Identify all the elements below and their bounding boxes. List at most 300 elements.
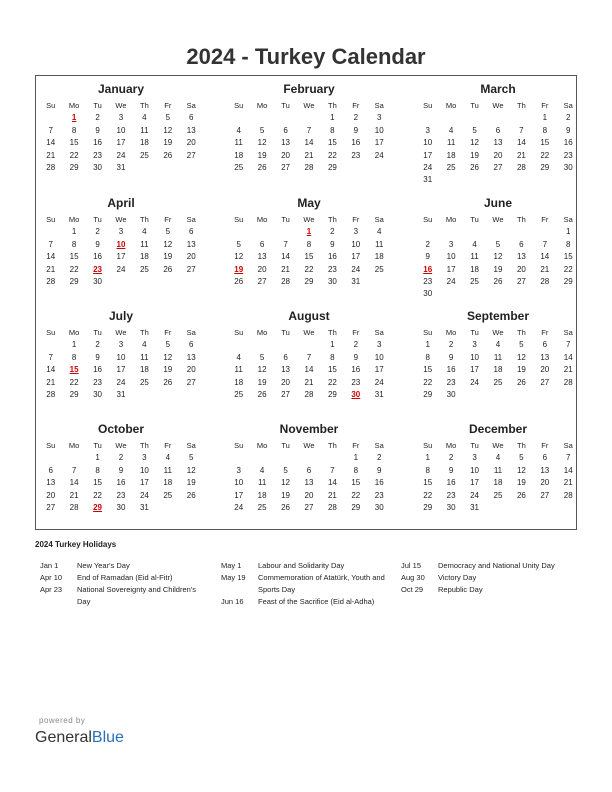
day-cell: 14 [281,252,290,262]
day-cell: 1 [425,340,430,350]
day-cell: 20 [186,365,196,375]
month-grid [39,327,203,401]
day-cell: 14 [540,252,550,262]
weekday-label: Sa [374,328,384,337]
day-cell: 31 [374,389,384,399]
day-cell: 17 [116,365,126,375]
holiday-item [40,560,210,572]
month-name: January [97,82,145,96]
day-cell: 29 [327,389,337,399]
weekday-label: Fr [164,101,172,110]
day-cell: 12 [186,465,196,475]
day-cell: 9 [353,352,359,362]
day-cell: 4 [142,340,147,350]
day-cell: 3 [236,465,241,475]
day-cell: 16 [116,478,126,488]
day-cell: 13 [493,138,503,148]
holiday-item [401,572,577,584]
day-cell: 14 [516,138,526,148]
day-cell: 12 [163,352,173,362]
empty-cell [39,112,62,124]
day-cell: 11 [163,465,172,475]
day-cell: 3 [425,125,430,135]
day-cell: 29 [540,162,550,172]
weekday-label: Mo [445,441,457,450]
day-cell: 10 [374,352,384,362]
weekday-label: Th [140,101,149,110]
day-cell: 27 [540,377,550,387]
day-cell: 30 [116,502,126,512]
day-cell: 22 [304,264,314,274]
month-grid [227,100,391,174]
weekday-label: Tu [93,441,102,450]
weekday-label: Mo [256,328,268,337]
day-cell: 14 [304,365,314,375]
empty-cell [250,226,273,238]
day-cell: 15 [563,252,573,262]
weekday-label: Tu [281,101,290,110]
day-cell: 26 [516,377,526,387]
day-cell: 17 [374,365,384,375]
day-cell: 24 [470,490,479,500]
weekday-label: Th [517,101,526,110]
day-cell: 15 [327,138,337,148]
empty-cell [510,226,533,238]
day-cell: 2 [95,340,100,350]
weekday-label: We [303,441,315,450]
weekday-label: We [115,441,127,450]
day-cell: 24 [446,276,456,286]
day-cell: 23 [351,377,361,387]
holiday-day: 30 [351,389,361,399]
empty-cell [274,226,297,238]
day-cell: 31 [423,175,433,185]
month-grid [416,327,580,401]
day-cell: 14 [46,138,56,148]
day-cell: 25 [446,162,456,172]
day-cell: 9 [95,352,100,362]
day-cell: 21 [563,365,573,375]
month-may [227,195,391,288]
day-cell: 4 [377,227,382,237]
day-cell: 23 [351,150,361,160]
weekday-label: Tu [281,215,290,224]
day-cell: 28 [69,502,79,512]
holiday-date: Jul 15 [401,561,422,570]
day-cell: 29 [351,502,361,512]
day-cell: 13 [186,352,196,362]
day-cell: 18 [139,252,149,262]
day-cell: 13 [516,252,526,262]
day-cell: 19 [257,377,267,387]
day-cell: 25 [139,377,149,387]
day-cell: 25 [470,276,479,286]
day-cell: 12 [257,365,267,375]
day-cell: 30 [93,389,102,399]
day-cell: 7 [566,340,571,350]
weekday-label: We [303,101,315,110]
day-cell: 24 [423,162,433,172]
day-cell: 14 [563,352,573,362]
day-cell: 4 [236,352,241,362]
holiday-name: Commemoration of Atatürk, Youth and Sports Day [258,573,385,594]
day-cell: 6 [283,352,288,362]
weekday-label: We [115,215,127,224]
day-cell: 12 [234,252,244,262]
empty-cell [274,339,297,351]
day-cell: 26 [516,490,526,500]
weekday-label: Tu [470,101,479,110]
holiday-day: 16 [423,264,433,274]
day-cell: 26 [257,162,267,172]
month-name: November [279,422,339,436]
brand-logo [35,729,124,747]
day-cell: 2 [353,113,359,123]
day-cell: 13 [46,478,56,488]
day-cell: 2 [95,227,100,237]
day-cell: 10 [423,138,433,148]
day-cell: 13 [304,478,314,488]
weekday-label: Mo [256,101,268,110]
holiday-day: 1 [71,113,77,123]
day-cell: 5 [283,465,288,475]
day-cell: 20 [281,150,290,160]
holiday-item [221,572,391,596]
holiday-name: New Year's Day [77,561,130,570]
day-cell: 11 [234,138,243,148]
weekday-label: Fr [352,101,360,110]
day-cell: 5 [519,453,524,463]
day-cell: 4 [142,227,147,237]
day-cell: 14 [327,478,337,488]
holiday-day: 15 [69,365,79,375]
month-july [39,308,203,401]
day-cell: 17 [139,478,149,488]
day-cell: 1 [353,453,359,463]
day-cell: 28 [281,276,290,286]
day-cell: 31 [139,502,149,512]
empty-cell [321,452,344,464]
day-cell: 16 [351,138,361,148]
day-cell: 15 [93,478,102,488]
day-cell: 18 [139,365,149,375]
month-january [39,81,203,174]
empty-cell [486,226,509,238]
month-september [416,308,580,401]
day-cell: 7 [306,125,312,135]
day-cell: 28 [563,377,573,387]
day-cell: 8 [95,465,100,475]
weekday-label: Mo [68,215,80,224]
empty-cell [416,226,439,238]
empty-cell [227,339,250,351]
empty-cell [297,339,320,351]
day-cell: 18 [470,264,479,274]
day-cell: 6 [259,239,265,249]
day-cell: 22 [327,377,337,387]
day-cell: 9 [95,239,100,249]
day-cell: 29 [423,502,433,512]
empty-cell [297,452,320,464]
holidays-heading: 2024 Turkey Holidays [35,540,117,549]
day-cell: 20 [540,478,550,488]
holiday-column-3 [401,560,577,596]
month-grid [227,327,391,401]
day-cell: 15 [423,365,433,375]
month-october [39,421,203,514]
brand-general: General [35,729,92,746]
day-cell: 27 [516,276,526,286]
day-cell: 18 [234,377,244,387]
day-cell: 20 [186,252,196,262]
day-cell: 17 [351,252,361,262]
weekday-label: Tu [470,441,479,450]
day-cell: 20 [186,138,196,148]
weekday-label: Sa [186,328,196,337]
day-cell: 6 [542,453,548,463]
day-cell: 9 [377,465,382,475]
holiday-day: 10 [116,239,126,249]
day-cell: 13 [540,352,550,362]
holiday-name: Victory Day [438,573,477,582]
weekday-label: Su [234,328,244,337]
day-cell: 24 [374,150,384,160]
page-title: 2024 - Turkey Calendar [186,44,426,69]
day-cell: 19 [257,150,267,160]
day-cell: 17 [116,138,126,148]
day-cell: 10 [351,239,361,249]
day-cell: 27 [186,377,196,387]
day-cell: 15 [304,252,314,262]
day-cell: 14 [46,252,56,262]
day-cell: 21 [304,150,314,160]
month-grid [39,214,203,288]
day-cell: 29 [69,162,79,172]
empty-cell [297,112,320,124]
weekday-label: We [115,101,127,110]
month-name: August [288,309,330,323]
weekday-label: Th [517,328,526,337]
day-cell: 4 [236,125,241,135]
weekday-label: Sa [374,441,384,450]
day-cell: 11 [375,239,384,249]
day-cell: 10 [116,125,126,135]
day-cell: 1 [330,340,335,350]
weekday-label: We [492,441,504,450]
day-cell: 25 [493,490,503,500]
day-cell: 1 [425,453,430,463]
day-cell: 13 [186,125,196,135]
weekday-label: We [115,328,127,337]
day-cell: 1 [566,227,571,237]
weekday-label: We [492,328,504,337]
day-cell: 1 [71,227,77,237]
day-cell: 14 [69,478,79,488]
day-cell: 31 [116,162,126,172]
empty-cell [250,452,273,464]
day-cell: 1 [542,113,548,123]
day-cell: 12 [163,239,173,249]
day-cell: 16 [351,365,361,375]
day-cell: 19 [163,365,173,375]
day-cell: 23 [446,490,456,500]
holiday-name: End of Ramadan (Eid al-Fitr) [77,573,173,582]
day-cell: 26 [493,276,503,286]
day-cell: 20 [493,150,503,160]
day-cell: 17 [423,150,433,160]
day-cell: 8 [542,125,548,135]
day-cell: 22 [540,150,550,160]
empty-cell [274,452,297,464]
day-cell: 23 [116,490,126,500]
day-cell: 17 [234,490,244,500]
weekday-label: Su [46,215,56,224]
weekday-label: Fr [352,328,360,337]
day-cell: 24 [116,377,126,387]
empty-cell [439,112,462,124]
weekday-label: Mo [68,441,80,450]
day-cell: 23 [93,150,102,160]
day-cell: 10 [374,125,384,135]
day-cell: 23 [327,264,337,274]
day-cell: 9 [566,125,571,135]
empty-cell [227,452,250,464]
day-cell: 28 [304,389,314,399]
weekday-label: Th [140,328,149,337]
day-cell: 17 [374,138,384,148]
weekday-label: Mo [256,215,268,224]
day-cell: 15 [69,138,79,148]
weekday-label: Sa [186,441,196,450]
holiday-date: Apr 10 [40,573,63,582]
empty-cell [39,452,62,464]
weekday-label: Su [423,215,433,224]
empty-cell [463,226,486,238]
day-cell: 9 [448,352,454,362]
day-cell: 2 [425,239,430,249]
day-cell: 11 [140,352,149,362]
month-name: February [283,82,335,96]
holiday-item [401,560,577,572]
weekday-label: Sa [563,328,573,337]
day-cell: 31 [351,276,361,286]
day-cell: 26 [281,502,290,512]
day-cell: 3 [118,113,124,123]
empty-cell [250,112,273,124]
day-cell: 2 [95,113,100,123]
day-cell: 5 [165,227,171,237]
day-cell: 25 [493,377,503,387]
month-name: September [466,309,530,323]
weekday-label: Su [423,441,433,450]
day-cell: 16 [374,478,384,488]
holiday-day: 29 [93,502,102,512]
day-cell: 10 [470,465,479,475]
day-cell: 5 [472,125,477,135]
day-cell: 21 [281,264,290,274]
day-cell: 11 [140,239,149,249]
day-cell: 18 [139,138,149,148]
month-grid [39,440,203,514]
day-cell: 18 [374,252,384,262]
day-cell: 9 [330,239,335,249]
day-cell: 30 [93,162,102,172]
month-november [227,421,391,514]
day-cell: 20 [281,377,290,387]
weekday-label: Tu [281,328,290,337]
holiday-name: Feast of the Sacrifice (Eid al-Adha) [258,597,375,606]
day-cell: 30 [563,162,573,172]
day-cell: 3 [377,340,382,350]
weekday-label: Mo [256,441,268,450]
day-cell: 17 [470,365,479,375]
day-cell: 12 [163,125,173,135]
day-cell: 10 [470,352,479,362]
day-cell: 19 [470,150,479,160]
day-cell: 30 [93,276,102,286]
weekday-label: We [492,215,504,224]
holiday-item [221,596,391,608]
month-name: May [297,196,321,210]
weekday-label: Th [328,101,337,110]
day-cell: 2 [448,453,454,463]
weekday-label: Fr [164,328,172,337]
day-cell: 20 [516,264,526,274]
day-cell: 8 [71,125,77,135]
day-cell: 26 [257,389,267,399]
day-cell: 10 [234,478,244,488]
day-cell: 17 [470,478,479,488]
day-cell: 25 [163,490,173,500]
weekday-label: Fr [541,215,549,224]
weekday-label: Sa [563,215,573,224]
day-cell: 2 [353,340,359,350]
weekday-label: Su [46,441,56,450]
day-cell: 26 [234,276,244,286]
day-cell: 14 [304,138,314,148]
weekday-label: Th [517,215,526,224]
day-cell: 18 [163,478,173,488]
day-cell: 16 [563,138,573,148]
day-cell: 22 [69,377,79,387]
day-cell: 5 [259,352,265,362]
holiday-date: Apr 23 [40,585,63,594]
day-cell: 27 [186,150,196,160]
month-june [416,195,580,301]
day-cell: 7 [330,465,335,475]
day-cell: 4 [495,453,501,463]
day-cell: 31 [116,389,126,399]
day-cell: 8 [71,239,77,249]
day-cell: 11 [493,465,503,475]
day-cell: 24 [116,264,126,274]
day-cell: 24 [470,377,479,387]
day-cell: 29 [69,389,79,399]
day-cell: 15 [327,365,337,375]
day-cell: 23 [423,276,433,286]
day-cell: 11 [140,125,149,135]
day-cell: 23 [93,377,102,387]
holiday-column-2 [221,560,391,608]
day-cell: 22 [69,150,79,160]
holiday-date: Oct 29 [401,585,424,594]
day-cell: 8 [306,239,312,249]
day-cell: 2 [330,227,335,237]
day-cell: 15 [351,478,361,488]
empty-cell [416,112,439,124]
day-cell: 7 [48,125,53,135]
day-cell: 28 [563,490,573,500]
